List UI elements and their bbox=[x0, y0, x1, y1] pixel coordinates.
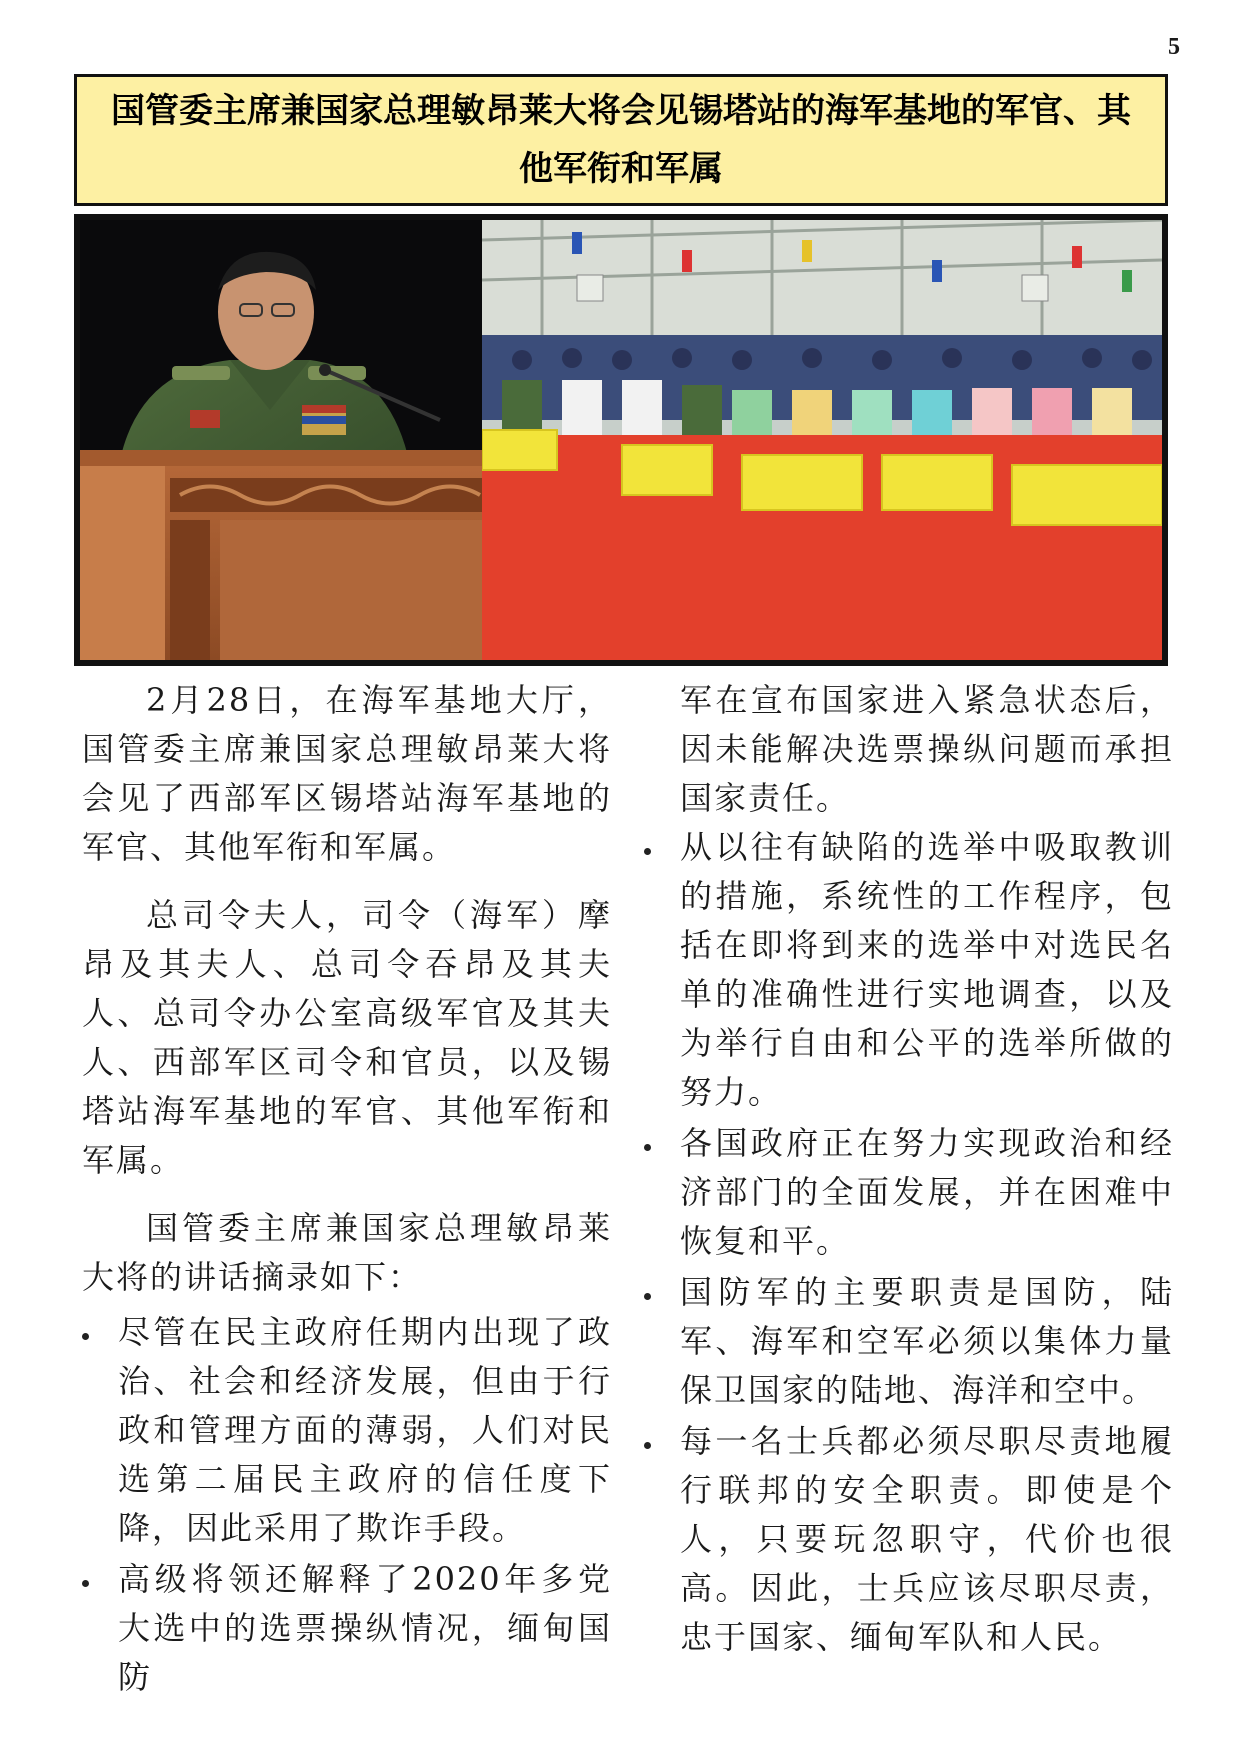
audience-illustration bbox=[482, 220, 1162, 660]
left-bullet-list bbox=[82, 1308, 612, 1702]
list-item: 国防军的主要职责是国防，陆军、海军和空军必须以集体力量保卫国家的陆地、海洋和空中。 bbox=[644, 1268, 1174, 1415]
page-number: 5 bbox=[1168, 34, 1180, 60]
paragraph-speech-intro: 国管委主席兼国家总理敏昂莱大将的讲话摘录如下： bbox=[82, 1209, 612, 1296]
headline-box bbox=[74, 74, 1168, 206]
list-item: 尽管在民主政府任期内出现了政治、社会和经济发展，但由于行政和管理方面的薄弱，人们对民选第二届民主政府的信任度下降，因此采用了欺诈手段。 bbox=[82, 1308, 612, 1553]
bullet-icon bbox=[82, 1333, 89, 1340]
photo-speaker bbox=[80, 220, 482, 660]
bullet-icon bbox=[644, 1293, 651, 1300]
list-item: 高级将领还解释了2020年多党大选中的选票操纵情况，缅甸国防 bbox=[82, 1555, 612, 1702]
right-bullet-list bbox=[644, 823, 1174, 1662]
bullet-icon bbox=[644, 848, 651, 855]
list-item: 每一名士兵都必须尽职尽责地履行联邦的安全职责。即使是个人，只要玩忽职守，代价也很高。因此，士兵应该尽职尽责，忠于国家、缅甸军队和人民。 bbox=[644, 1417, 1174, 1662]
speaker-illustration bbox=[80, 220, 482, 660]
list-item: 从以往有缺陷的选举中吸取教训的措施，系统性的工作程序，包括在即将到来的选举中对选民名单的准确性进行实地调查，以及为举行自由和公平的选举所做的努力。 bbox=[644, 823, 1174, 1117]
left-column bbox=[82, 676, 612, 1704]
list-item: 各国政府正在努力实现政治和经济部门的全面发展，并在困难中恢复和平。 bbox=[644, 1119, 1174, 1266]
bullet-icon bbox=[644, 1442, 651, 1449]
photo-audience bbox=[482, 220, 1162, 660]
paragraph-attendees: 总司令夫人，司令（海军）摩昂及其夫人、总司令吞昂及其夫人、总司令办公室高级军官及其夫人、西部军区司令和官员，以及锡塔站海军基地的军官、其他军衔和军属。 bbox=[82, 896, 612, 1179]
news-photo bbox=[74, 214, 1168, 666]
headline-title: 国管委主席兼国家总理敏昂莱大将会见锡塔站的海军基地的军官、其他军衔和军属 bbox=[111, 91, 1131, 189]
bullet-icon bbox=[82, 1580, 89, 1587]
paragraph-meeting: 2月28日，在海军基地大厅，国管委主席兼国家总理敏昂莱大将会见了西部军区锡塔站海军基地的军官、其他军衔和军属。 bbox=[82, 681, 612, 866]
bullet-icon bbox=[644, 1144, 651, 1151]
paragraph-continuation: 军在宣布国家进入紧急状态后，因未能解决选票操纵问题而承担国家责任。 bbox=[680, 681, 1174, 817]
right-column bbox=[644, 676, 1174, 1664]
